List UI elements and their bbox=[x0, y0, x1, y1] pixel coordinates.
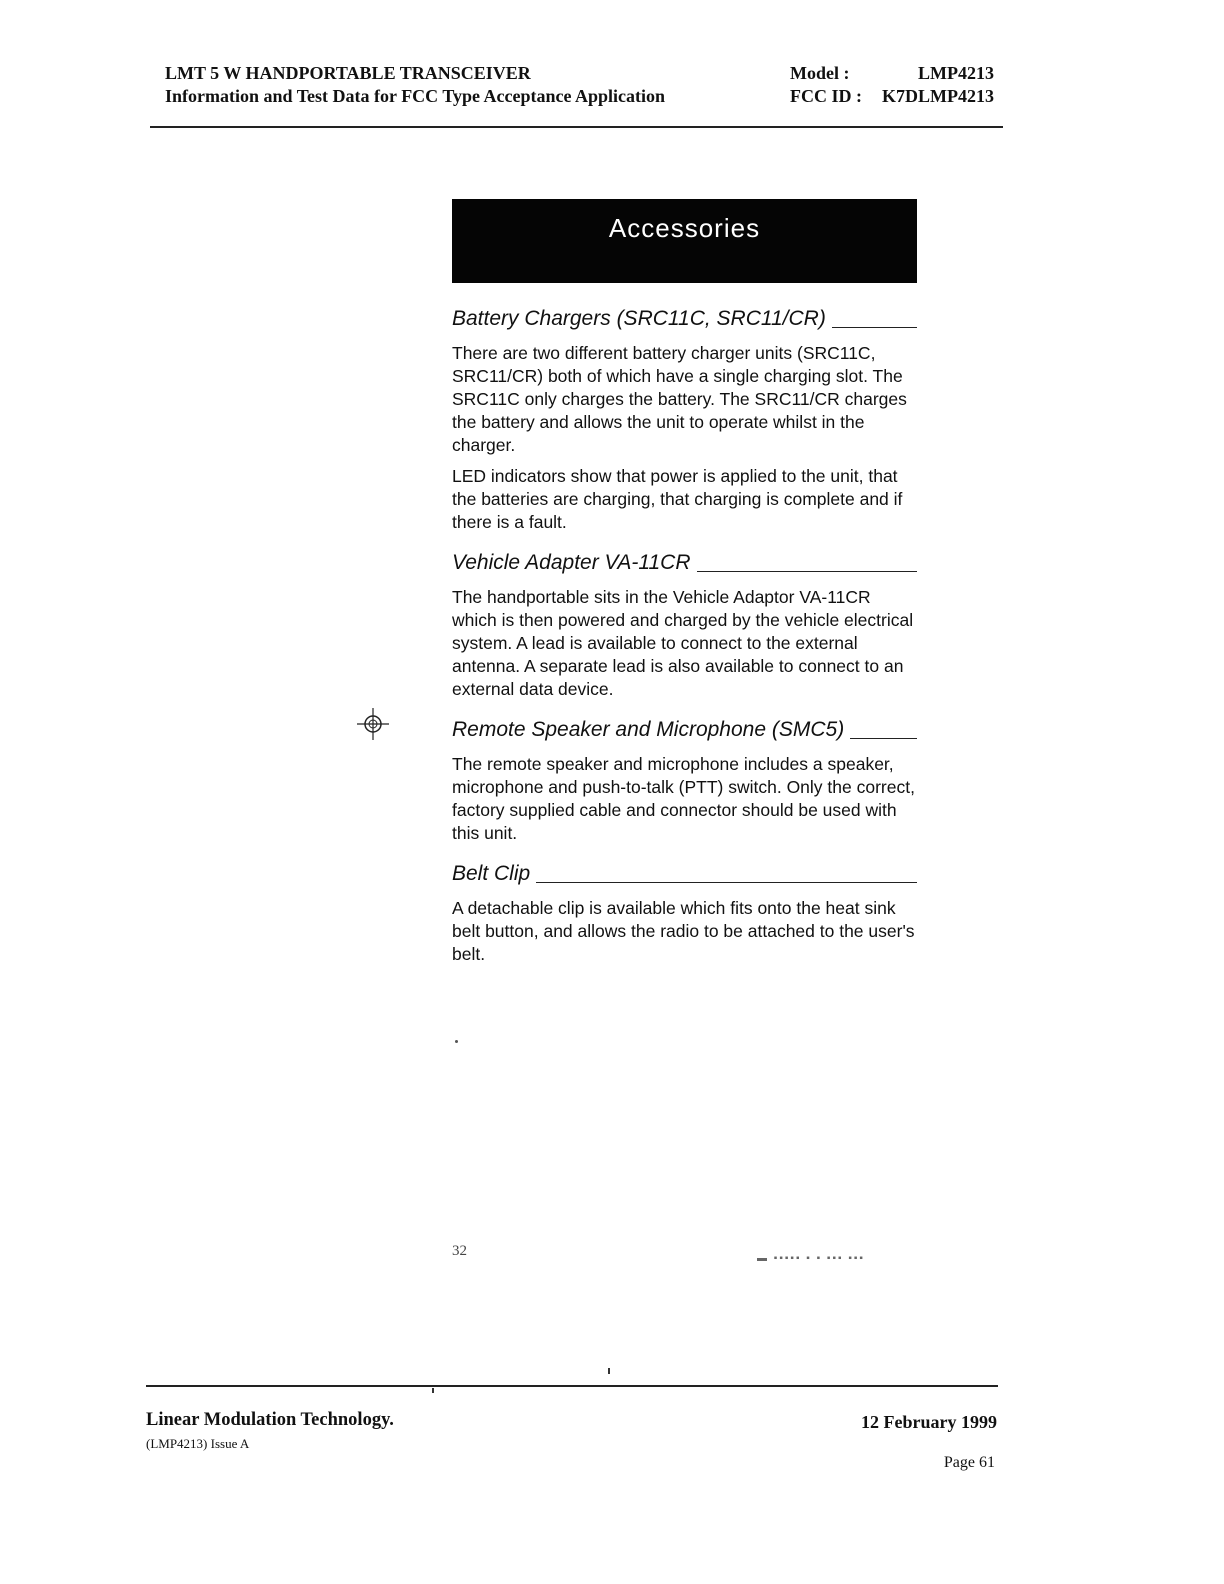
scan-mark bbox=[432, 1388, 434, 1393]
heading-rule bbox=[697, 571, 917, 572]
header-divider bbox=[150, 126, 1003, 128]
paragraph: The handportable sits in the Vehicle Adaptor VA-11CR which is then powered and charged by the vehicle electrical system. A lead is available to connect to the external antenna. A separate lead is also available to connect to an external data device. bbox=[452, 587, 914, 699]
footer-date: 12 February 1999 bbox=[861, 1412, 997, 1432]
section-belt-clip bbox=[452, 861, 917, 966]
section-heading bbox=[452, 717, 917, 743]
model-value: LMP4213 bbox=[918, 63, 994, 83]
section-heading bbox=[452, 861, 917, 887]
model-label: Model : bbox=[790, 63, 850, 83]
section-heading bbox=[452, 306, 917, 332]
footer-divider bbox=[146, 1385, 998, 1387]
section-banner: Accessories bbox=[452, 199, 917, 283]
paragraph: A detachable clip is available which fits onto the heat sink belt button, and allows the radio to be attached to the user's belt. bbox=[452, 898, 915, 964]
footer-page-number: Page 61 bbox=[943, 1454, 995, 1471]
paragraph: LED indicators show that power is applied to the unit, that the batteries are charging, that charging is complete and if there is a fault. bbox=[452, 466, 903, 532]
section-battery-chargers bbox=[452, 306, 917, 534]
heading-rule bbox=[832, 327, 917, 328]
registration-mark-icon bbox=[357, 708, 389, 740]
section-heading-text: Belt Clip bbox=[452, 862, 531, 885]
accessories-content bbox=[452, 306, 917, 982]
fccid-label: FCC ID : bbox=[790, 86, 862, 106]
document-header bbox=[165, 62, 665, 108]
fccid-value: K7DLMP4213 bbox=[882, 86, 994, 106]
paragraph: There are two different battery charger units (SRC11C, SRC11/CR) both of which have a single charging slot. The SRC11C only charges the battery. The SRC11/CR charges the battery and allows the unit to operate whilst in the charger. bbox=[452, 343, 907, 455]
scan-speck bbox=[455, 1040, 458, 1043]
heading-rule bbox=[536, 882, 917, 883]
model-info bbox=[790, 62, 994, 108]
paragraph: The remote speaker and microphone includes a speaker, microphone and push-to-talk (PTT) switch. Only the correct, factory supplied cable and connector should be used with this unit. bbox=[452, 754, 915, 843]
original-page-number: 32 bbox=[452, 1243, 467, 1259]
section-heading bbox=[452, 550, 917, 576]
heading-rule bbox=[850, 738, 917, 739]
section-heading-text: Vehicle Adapter VA-11CR bbox=[452, 551, 691, 574]
section-vehicle-adapter bbox=[452, 550, 917, 701]
faded-footer-text: ▬ ▪▪▪▪▪ ▪ ▪ ▪▪▪ ▪▪▪ bbox=[757, 1253, 865, 1264]
section-heading-text: Battery Chargers (SRC11C, SRC11/CR) bbox=[452, 307, 826, 330]
document-title: LMT 5 W HANDPORTABLE TRANSCEIVER bbox=[165, 63, 531, 83]
footer-company: Linear Modulation Technology. bbox=[146, 1410, 394, 1430]
section-heading-text: Remote Speaker and Microphone (SMC5) bbox=[452, 718, 845, 741]
footer-doc-ref: (LMP4213) Issue A bbox=[146, 1436, 250, 1451]
section-remote-speaker bbox=[452, 717, 917, 845]
document-subtitle: Information and Test Data for FCC Type Acceptance Application bbox=[165, 86, 666, 106]
scan-mark bbox=[608, 1368, 610, 1374]
